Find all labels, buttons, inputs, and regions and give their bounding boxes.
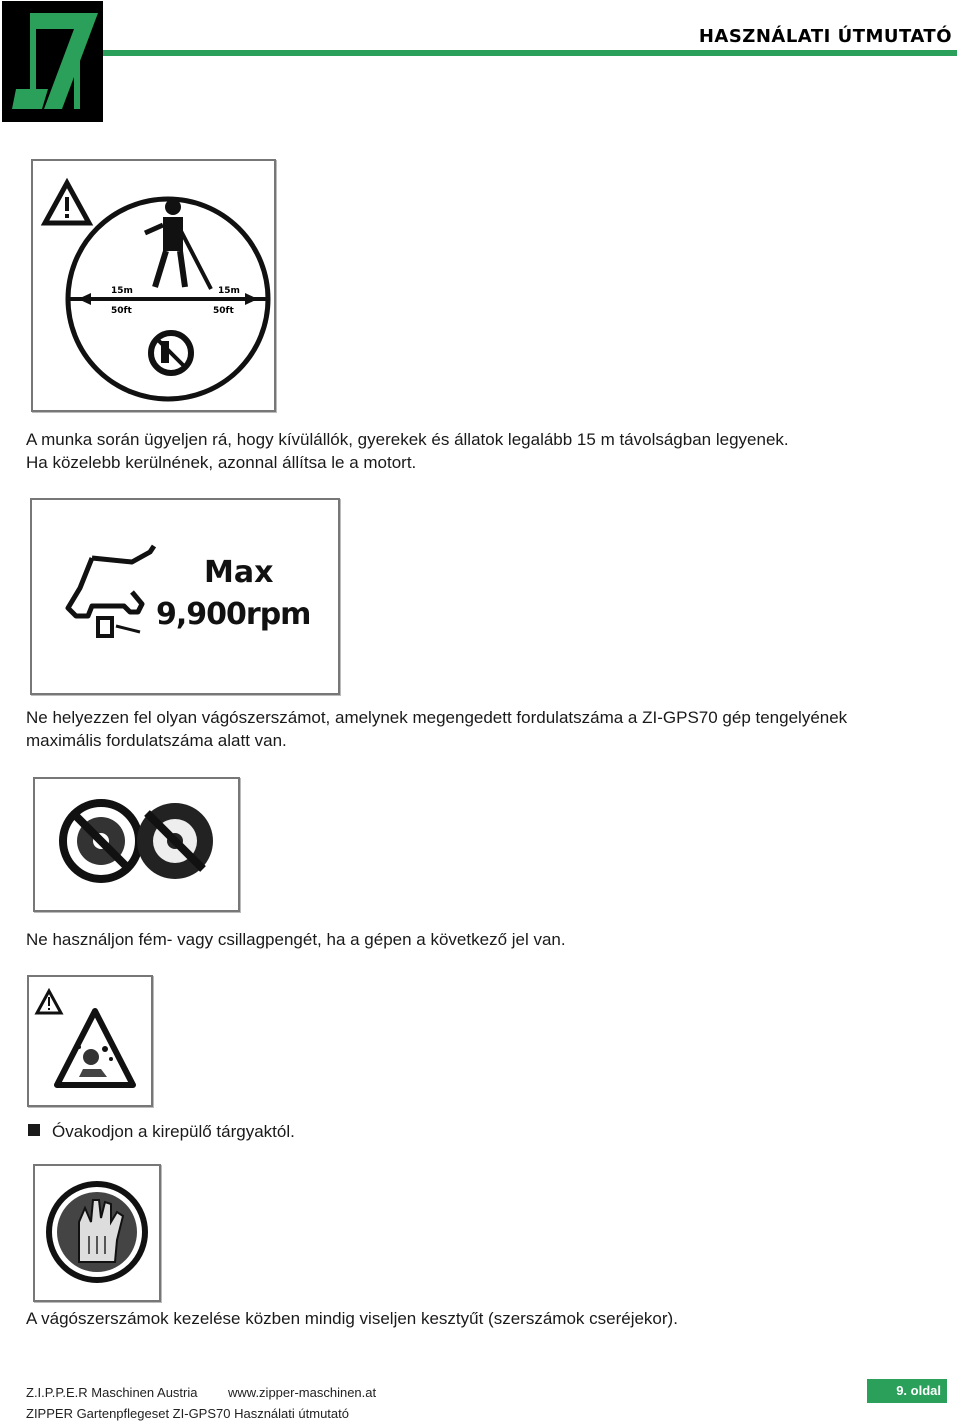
text-line: A munka során ügyeljen rá, hogy kívülállók, gyerekek és állatok legalább 15 m távolságban legyenek. [26, 430, 789, 449]
footer-website-link[interactable]: www.zipper-maschinen.at [228, 1385, 377, 1400]
flying-objects-warning-icon [29, 977, 151, 1105]
distance-label: 50ft [111, 306, 132, 316]
footer-company: Z.I.P.P.E.R Maschinen Austria [26, 1385, 198, 1400]
distance-label: 50ft [213, 306, 234, 316]
distance-label: 15m [111, 286, 133, 296]
paragraph-metal-blade [26, 928, 566, 951]
no-metal-blade-icon [35, 779, 238, 910]
figure-wear-gloves [33, 1164, 161, 1302]
paragraph-bystanders [26, 428, 789, 474]
paragraph-flying-objects [52, 1120, 295, 1143]
text-line: Ne használjon fém- vagy csillagpengét, ha a gépen a következő jel van. [26, 930, 566, 949]
wear-gloves-icon [35, 1166, 159, 1300]
figure-max-rpm [30, 498, 340, 695]
rpm-label: 9,900rpm [156, 597, 311, 632]
figure-bystander-distance [31, 159, 276, 412]
page-number-badge: 9. oldal [867, 1379, 947, 1403]
header-rule [103, 50, 957, 56]
paragraph-rpm [26, 706, 847, 752]
text-line: Óvakodjon a kirepülő tárgyaktól. [52, 1122, 295, 1141]
figure-no-metal-blade [33, 777, 240, 912]
footer-manual-title: ZIPPER Gartenpflegeset ZI-GPS70 Használati útmutató [26, 1406, 349, 1421]
distance-label: 15m [218, 286, 240, 296]
bystander-distance-warning-icon [33, 161, 274, 410]
text-line: Ne helyezzen fel olyan vágószerszámot, amelynek megengedett fordulatszáma a ZI-GPS70 gép tengelyének [26, 708, 848, 727]
page-title: HASZNÁLATI ÚTMUTATÓ [698, 26, 952, 47]
text-line: maximális fordulatszáma alatt van. [26, 731, 287, 750]
bullet-square [28, 1124, 40, 1136]
paragraph-gloves [26, 1307, 678, 1330]
max-label: Max [204, 555, 274, 590]
text-line: Ha közelebb kerülnének, azonnal állítsa le a motort. [26, 453, 417, 472]
zipper-logo-icon [2, 1, 103, 122]
figure-flying-objects [27, 975, 153, 1107]
text-line: A vágószerszámok kezelése közben mindig viseljen kesztyűt (szerszámok cseréjekor). [26, 1309, 678, 1328]
max-rpm-icon [32, 500, 338, 693]
